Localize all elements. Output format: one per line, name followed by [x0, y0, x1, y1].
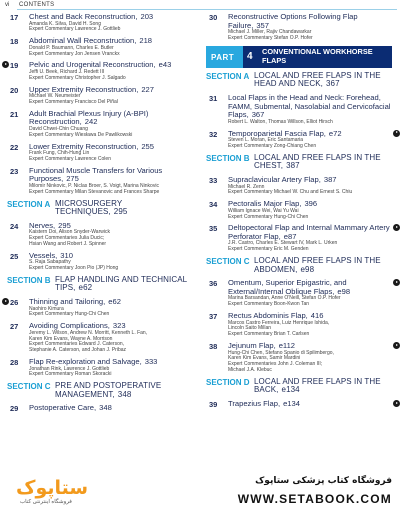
chapter-authors: Expert Commentary Michael W. Chu and Ernest S. Chiu: [228, 189, 353, 196]
chapter-number: 19: [10, 61, 19, 71]
section-title-text: MICROSURGERY TECHNIQUES,: [55, 198, 123, 217]
chapter-title: [228, 13, 392, 30]
chapter-authors: Expert Commentary Milan Stevanovic and Frances Sharpe: [29, 188, 160, 195]
part-banner: [206, 46, 392, 68]
chapter-title-text: Avoiding Complications,: [29, 321, 110, 331]
section-page: e98: [300, 264, 315, 274]
section-title: [254, 378, 392, 395]
chapter-authors: Expert Commentaries Edward J. Caterson,: [29, 341, 125, 348]
chapter-number: 24: [10, 221, 19, 231]
section-title-text: LOCAL AND FREE FLAPS IN THE CHEST,: [254, 152, 381, 171]
chapter-title: [228, 94, 392, 120]
section-title-text: PRE AND POSTOPERATIVE MANAGEMENT,: [55, 381, 162, 399]
chapter-number: 21: [10, 109, 19, 119]
chapter-page: e62: [108, 297, 121, 307]
chapter-authors: S. Raja Sabapathy: [29, 259, 71, 266]
chapter-page: e72: [328, 128, 342, 138]
chapter-page: 387: [323, 174, 337, 184]
chapter-authors: Expert Commentary Zong-Chiang Chen: [228, 142, 317, 149]
toc-entry[interactable]: [7, 322, 193, 354]
chapter-title-text: Omentum, Superior Epigastric, and External/Internal Oblique Flaps,: [228, 278, 347, 296]
chapter-authors: Expert Commentary Lawrence J. Gottlieb: [29, 26, 121, 33]
toc-entry[interactable]: [7, 110, 193, 139]
video-play-icon[interactable]: [393, 342, 400, 349]
chapter-authors: Expert Commentary Joon Pio (JP) Hong: [29, 265, 119, 272]
chapter-number: 22: [10, 142, 19, 152]
chapter-authors: Expert Commentary Francisco Del Piñal: [29, 98, 118, 105]
chapter-title: [29, 404, 193, 413]
section-heading: [7, 200, 193, 217]
chapter-authors: Lincoln Saito Millan: [228, 325, 272, 332]
chapter-page: 367: [251, 110, 265, 120]
chapter-title-text: Nerves,: [29, 220, 56, 230]
chapter-authors: Michael W. Neumeister: [29, 93, 81, 100]
footer-banner: [0, 470, 400, 512]
chapter-authors: Expert Commentary Brian T. Carlsen: [228, 331, 310, 338]
chapter-title-text: Upper Extremity Reconstruction,: [29, 84, 139, 94]
chapter-page: e134: [283, 399, 300, 408]
section-page: 348: [117, 389, 132, 399]
toc-entry[interactable]: [7, 37, 193, 57]
chapter-number: 36: [209, 279, 218, 289]
chapter-page: 357: [256, 20, 269, 30]
chapter-authors: Robert L. Walton, Thomas Willson, Elliot Hirsch: [228, 118, 333, 125]
chapter-authors: Hung-Chi Chen, Stefano Spanio di Spilimbergo,: [228, 349, 334, 356]
chapter-title-text: Abdominal Wall Reconstruction,: [29, 36, 137, 46]
chapter-page: 396: [304, 199, 318, 209]
chapter-number: 26: [10, 298, 19, 308]
page-header: [0, 0, 400, 12]
chapter-authors: Stephanie A. Caterson, and Johan J. Pribaz: [29, 347, 127, 354]
part-title: CONVENTIONAL WORKHORSE FLAPS: [259, 46, 392, 68]
chapter-authors: Amanda K. Silva, David H. Song: [29, 20, 101, 27]
toc-entry[interactable]: [7, 143, 193, 163]
part-number: 4: [243, 46, 259, 68]
video-play-icon[interactable]: [2, 61, 9, 68]
chapter-authors: Marina Barsandan, Anne O'Neill, Stefan O.P. Hofer: [228, 295, 341, 302]
chapter-number: 23: [10, 166, 19, 176]
chapter-title-text: Supraclavicular Artery Flap,: [228, 174, 321, 184]
toc-entry[interactable]: [206, 176, 392, 196]
section-label: SECTION C: [7, 382, 51, 392]
chapter-authors: Naohiro Kimura: [29, 305, 64, 312]
chapter-number: 31: [209, 93, 218, 103]
chapter-number: 27: [10, 322, 19, 332]
section-page: e134: [281, 385, 300, 395]
section-label: SECTION A: [206, 71, 250, 81]
chapter-page: 255: [141, 141, 154, 151]
section-label: SECTION A: [7, 199, 51, 209]
section-title: [254, 257, 392, 274]
toc-entry[interactable]: [206, 130, 392, 150]
toc-entry[interactable]: [7, 298, 193, 318]
chapter-authors: Jeremy L. Wilson, Andrew N. Morritt, Kenneth L. Fan,: [29, 329, 148, 336]
chapter-authors: Kaistern Doi, Alison Snyder-Warwick: [29, 229, 110, 236]
chapter-authors: Jonathan Rink, Lawrence J. Gottlieb: [29, 365, 110, 372]
chapter-number: 32: [209, 129, 218, 139]
chapter-page: 323: [112, 321, 126, 331]
chapter-authors: Expert Commentary Christopher J. Salgado: [29, 74, 126, 81]
chapter-title: [29, 167, 193, 184]
chapter-title-text: Temporoparietal Fascia Flap,: [228, 128, 326, 138]
section-heading: [206, 378, 392, 395]
header-rule: [17, 9, 397, 10]
chapter-authors: Expert Commentary Boon-Kwon Tan: [228, 301, 310, 308]
section-title: [254, 154, 392, 171]
toc-entry[interactable]: [7, 252, 193, 272]
section-heading: [206, 154, 392, 171]
section-title-text: LOCAL AND FREE FLAPS IN THE ABDOMEN,: [254, 256, 381, 274]
toc-entry[interactable]: [7, 167, 193, 196]
section-page: 295: [113, 207, 128, 217]
chapter-number: 35: [209, 224, 218, 234]
section-title: [55, 276, 193, 293]
chapter-title-text: Rectus Abdominis Flap,: [228, 311, 308, 321]
chapter-page: 218: [139, 36, 153, 46]
chapter-page: 275: [66, 174, 79, 184]
chapter-authors: J.R. Castro, Charles E. Stewart IV, Mark L. Urken: [228, 240, 338, 247]
chapter-authors: Karen Kim Evans, Wayne A. Morrison: [29, 335, 113, 342]
chapter-authors: Jeffi U. Beek, Richard J. Redett III: [29, 68, 105, 75]
chapter-authors: Expert Commentary Lawrence Colen: [29, 155, 111, 162]
chapter-page: 333: [144, 357, 158, 367]
toc-entry[interactable]: [7, 86, 193, 106]
chapter-page: 310: [60, 250, 73, 260]
section-title: [55, 200, 193, 217]
toc-entry[interactable]: [206, 312, 392, 338]
chapter-authors: Donald P. Baumann, Charles E. Butler: [29, 44, 114, 51]
toc-left-column: [7, 13, 193, 417]
chapter-authors: Steven L. Moran, Eric Santamaria: [228, 137, 304, 144]
section-label: SECTION B: [206, 153, 250, 163]
chapter-page: 416: [310, 311, 324, 321]
chapter-title-text: Local Flaps in the Head and Neck: Forehead, FAMM, Submental, Nasolabial and Cervicofacial Flaps,: [228, 92, 391, 120]
chapter-title-text: Thinning and Tailoring,: [29, 297, 106, 307]
section-heading: [206, 257, 392, 274]
chapter-authors: Michael J. Miller, Rajiv Chandawarkar: [228, 29, 312, 36]
toc-entry[interactable]: [7, 358, 193, 378]
chapter-number: 37: [209, 312, 218, 322]
chapter-number: 33: [209, 175, 218, 185]
section-title-text: LOCAL AND FREE FLAPS IN THE BACK,: [254, 376, 381, 395]
chapter-number: 34: [209, 200, 218, 210]
chapter-authors: Michael J.A. Klebuc: [228, 367, 272, 374]
chapter-authors: Hsian Wang and Robert J. Spinner: [29, 240, 107, 247]
chapter-authors: Expert Commentary Eric M. Genden: [228, 246, 309, 253]
chapter-authors: Milomir Ninkovic, P. Niclas Broer, S. Voigt, Marina Ninkovic: [29, 182, 159, 189]
chapter-page: 348: [99, 403, 112, 413]
chapter-title-text: Vessels,: [29, 250, 58, 260]
section-title: [55, 382, 193, 399]
video-play-icon[interactable]: [393, 130, 400, 137]
toc-entry[interactable]: [206, 279, 392, 308]
chapter-authors: Expert Commentary Hung-Chi Chen: [228, 213, 309, 220]
chapter-page: 203: [140, 12, 154, 21]
section-heading: [7, 382, 193, 399]
chapter-number: 25: [10, 251, 19, 261]
video-play-icon[interactable]: [393, 400, 400, 407]
chapter-title-text: Deltopectoral Flap and Internal Mammary Artery Perforator Flap,: [228, 223, 390, 241]
chapter-page: 242: [84, 117, 98, 127]
section-page: 367: [325, 79, 340, 89]
chapter-authors: Expert Commentaries John J. Coleman III;: [228, 361, 323, 368]
chapter-title-text: Trapezius Flap,: [228, 399, 281, 408]
chapter-number: 38: [209, 342, 218, 352]
chapter-page: e112: [278, 341, 296, 351]
chapter-page: 295: [58, 220, 71, 230]
chapter-page: e87: [283, 231, 297, 241]
chapter-authors: Expert Commentaries Julia Ducic;: [29, 235, 105, 242]
chapter-authors: William Ignace Wei, Wai Yu Wai: [228, 207, 299, 214]
toc-right-column: [206, 13, 392, 413]
video-play-icon[interactable]: [393, 224, 400, 231]
logo-text-sub: فروشگاه اینترنتی کتاب: [20, 499, 72, 505]
toc-entry[interactable]: [7, 13, 193, 33]
chapter-number: 17: [10, 13, 19, 22]
chapter-authors: David Chwei-Chin Chuang: [29, 125, 88, 132]
chapter-authors: Michael R. Zenn: [228, 183, 265, 190]
section-label: SECTION B: [7, 275, 51, 285]
chapter-title: [29, 110, 193, 127]
store-name: فروشگاه کتاب پزشکی ستاپوک: [255, 476, 392, 486]
chapter-number: 20: [10, 85, 19, 95]
toc-entry[interactable]: [7, 222, 193, 248]
section-title-text: FLAP HANDLING AND TECHNICAL TIPS,: [55, 274, 187, 293]
part-label: PART: [206, 46, 243, 68]
section-page: e62: [78, 283, 93, 293]
section-heading: [7, 276, 193, 293]
chapter-page: 227: [141, 84, 154, 94]
toc-entry[interactable]: [206, 94, 392, 126]
chapter-title-text: Postoperative Care,: [29, 403, 97, 413]
chapter-title-text: Chest and Back Reconstruction,: [29, 12, 138, 21]
section-heading: [206, 72, 392, 89]
chapter-number: 18: [10, 37, 19, 47]
section-label: SECTION C: [206, 257, 250, 267]
chapter-page: e98: [337, 286, 351, 296]
chapter-number: 29: [10, 404, 19, 414]
page-number: vi: [5, 2, 10, 8]
chapter-title-text: Jejunum Flap,: [228, 341, 276, 351]
chapter-number: 28: [10, 358, 19, 368]
chapter-number: 39: [209, 400, 218, 409]
chapter-title-text: Functional Muscle Transfers for Various Purposes,: [29, 165, 163, 184]
toc-entry[interactable]: [206, 200, 392, 220]
chapter-authors: Expert Commentary Roman Skoracki: [29, 371, 112, 378]
toc-entry[interactable]: [206, 400, 392, 409]
chapter-title-text: Lower Extremity Reconstruction,: [29, 141, 139, 151]
chapter-title: [228, 400, 392, 409]
logo-mark: [16, 477, 106, 499]
chapter-title: [228, 279, 392, 296]
chapter-page: e43: [158, 60, 172, 70]
toc-entry[interactable]: [206, 13, 392, 42]
store-logo: [16, 477, 106, 507]
chapter-authors: Marcos Castro Ferreira, Luiz Henrique Ishida,: [228, 319, 330, 326]
video-play-icon[interactable]: [2, 298, 9, 305]
chapter-title-text: Reconstructive Options Following Flap Failure,: [228, 12, 358, 30]
chapter-number: 30: [209, 13, 218, 22]
chapter-title: [228, 224, 392, 241]
logo-text-main: ستاپوک: [16, 477, 89, 499]
toc-entry[interactable]: [7, 404, 193, 413]
section-label: SECTION D: [206, 377, 250, 387]
chapter-authors: Expert Commentary Jon Jensen Vranckx: [29, 50, 120, 57]
chapter-title-text: Flap Re-exploration and Salvage,: [29, 357, 142, 367]
chapter-authors: Frank Fung, Chih-Hung Lin: [29, 150, 90, 157]
video-play-icon[interactable]: [393, 279, 400, 286]
chapter-authors: Karen Kim Evans, Samir Mardini: [228, 355, 301, 362]
toc-entry[interactable]: [206, 342, 392, 374]
chapter-authors: Expert Commentary Wiesława De Pawlikowski: [29, 131, 133, 138]
chapter-title-text: Pectoralis Major Flap,: [228, 199, 302, 209]
running-title: CONTENTS: [19, 2, 55, 8]
chapter-authors: Expert Commentary Hung-Chi Chen: [29, 311, 110, 318]
chapter-title-text: Pelvic and Urogenital Reconstruction,: [29, 60, 156, 70]
toc-entry[interactable]: [206, 224, 392, 253]
section-page: 387: [286, 161, 300, 171]
chapter-authors: Expert Commentary Stefan O.P. Hofer: [228, 34, 313, 41]
toc-entry[interactable]: [7, 61, 193, 81]
section-title-text: LOCAL AND FREE FLAPS IN THE HEAD AND NECK,: [254, 70, 381, 89]
chapter-title-text: Adult Brachial Plexus Injury (A-BPI) Reconstruction,: [29, 108, 149, 127]
store-url[interactable]: WWW.SETABOOK.COM: [237, 492, 392, 506]
section-title: [254, 72, 392, 89]
